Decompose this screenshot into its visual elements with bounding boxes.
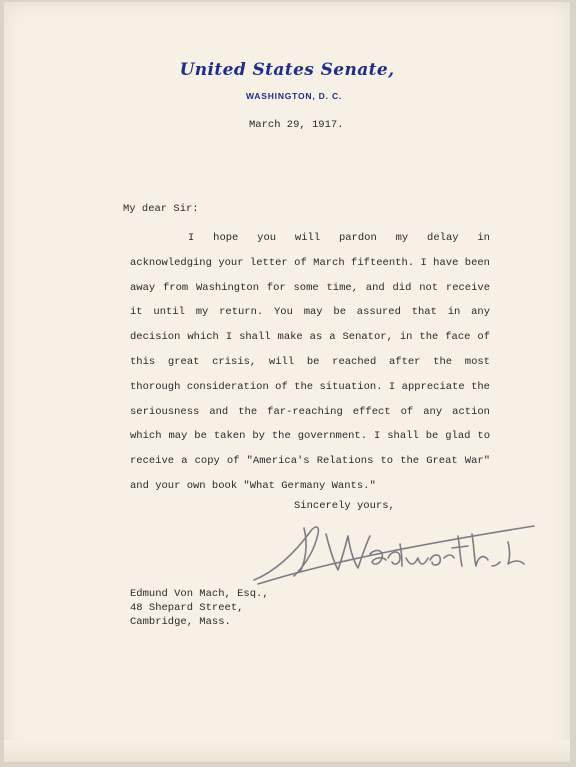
recipient-address: [130, 587, 269, 629]
letter-closing: Sincerely yours,: [294, 500, 395, 512]
letter-page: [4, 2, 570, 762]
handwritten-signature: [234, 514, 554, 594]
letter-salutation: My dear Sir:: [123, 203, 199, 215]
letterhead-title: United States Senate,: [179, 60, 395, 80]
recipient-city: Cambridge, Mass.: [130, 616, 231, 628]
letter-body: I hope you will pardon my delay in acknowledging your letter of March fifteenth. I have been away from Washington for some time, and did not receive it until my return. You may be assured that in any decision which I shall make as a Senator, in the face of this great crisis, will be reached after the most thorough consideration of the situation. I appreciate the seriousness and the far-reaching effect of any action which may be taken by the government. I shall be glad to receive a copy of "America's Relations to the Great War" and your own book "What Germany Wants.": [130, 232, 490, 492]
letter-date: March 29, 1917.: [249, 119, 344, 131]
letterhead-city: WASHINGTON, D. C.: [245, 91, 343, 101]
recipient-street: 48 Shepard Street,: [130, 602, 244, 614]
recipient-name: Edmund Von Mach, Esq.,: [130, 588, 269, 600]
